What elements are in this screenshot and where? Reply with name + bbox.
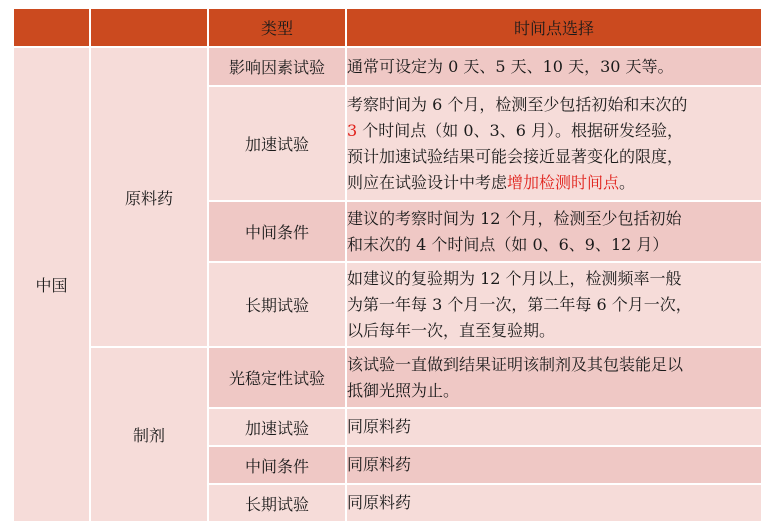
- desc-line: 同原料药: [347, 493, 412, 512]
- desc-line: 同原料药: [347, 417, 412, 436]
- type-cell: 长期试验: [208, 262, 346, 347]
- desc-line: 和末次的 4 个时间点（如 0、6、9、12 月）: [347, 234, 669, 254]
- desc-line: [347, 170, 761, 196]
- desc-line: 该试验一直做到结果证明该制剂及其包装能足以: [347, 354, 684, 374]
- table-row: [13, 47, 762, 86]
- desc-cell: [346, 86, 762, 201]
- desc-line: 考察时间为 6 个月，检测至少包括初始和末次的: [347, 94, 688, 114]
- desc-text: 则应在试验设计中考虑: [347, 172, 508, 192]
- header-row: [13, 8, 762, 47]
- header-timepoint: 时间点选择: [346, 8, 762, 47]
- desc-cell: [346, 47, 762, 86]
- desc-line: [347, 118, 761, 144]
- group-api-cell: 原料药: [90, 47, 208, 347]
- highlight-text: 3: [347, 120, 358, 140]
- header-group-cell: [90, 8, 208, 47]
- group-formulation-cell: 制剂: [90, 347, 208, 522]
- desc-text: 。: [619, 172, 636, 192]
- region-cell: 中国: [13, 47, 90, 522]
- type-cell: 加速试验: [208, 86, 346, 201]
- header-region-cell: [13, 8, 90, 47]
- highlight-text: 增加检测时间点: [507, 172, 620, 192]
- type-cell: 中间条件: [208, 446, 346, 484]
- desc-line: 如建议的复验期为 12 个月以上，检测频率一般: [347, 268, 682, 288]
- desc-line: 以后每年一次，直至复验期。: [347, 320, 556, 340]
- desc-cell: [346, 347, 762, 408]
- desc-cell: [346, 262, 762, 347]
- desc-cell: [346, 446, 762, 484]
- desc-line: 建议的考察时间为 12 个月，检测至少包括初始: [347, 208, 682, 228]
- desc-text: 个时间点（如 0、3、6 月）。根据研发经验，: [357, 120, 683, 140]
- type-cell: 长期试验: [208, 484, 346, 522]
- desc-cell: [346, 408, 762, 446]
- table-row: [13, 347, 762, 408]
- desc-line: 预计加速试验结果可能会接近显著变化的限度，: [347, 146, 684, 166]
- stability-timepoint-table: [12, 7, 763, 523]
- desc-line: 抵御光照为止。: [347, 380, 460, 400]
- type-cell: 中间条件: [208, 201, 346, 262]
- type-cell: 光稳定性试验: [208, 347, 346, 408]
- desc-line: 同原料药: [347, 455, 412, 474]
- desc-cell: [346, 484, 762, 522]
- desc-cell: [346, 201, 762, 262]
- header-type: 类型: [208, 8, 346, 47]
- type-cell: 加速试验: [208, 408, 346, 446]
- desc-line: 通常可设定为 0 天、5 天、10 天，30 天等。: [347, 56, 674, 76]
- desc-line: 为第一年每 3 个月一次，第二年每 6 个月一次，: [347, 294, 692, 314]
- type-cell: 影响因素试验: [208, 47, 346, 86]
